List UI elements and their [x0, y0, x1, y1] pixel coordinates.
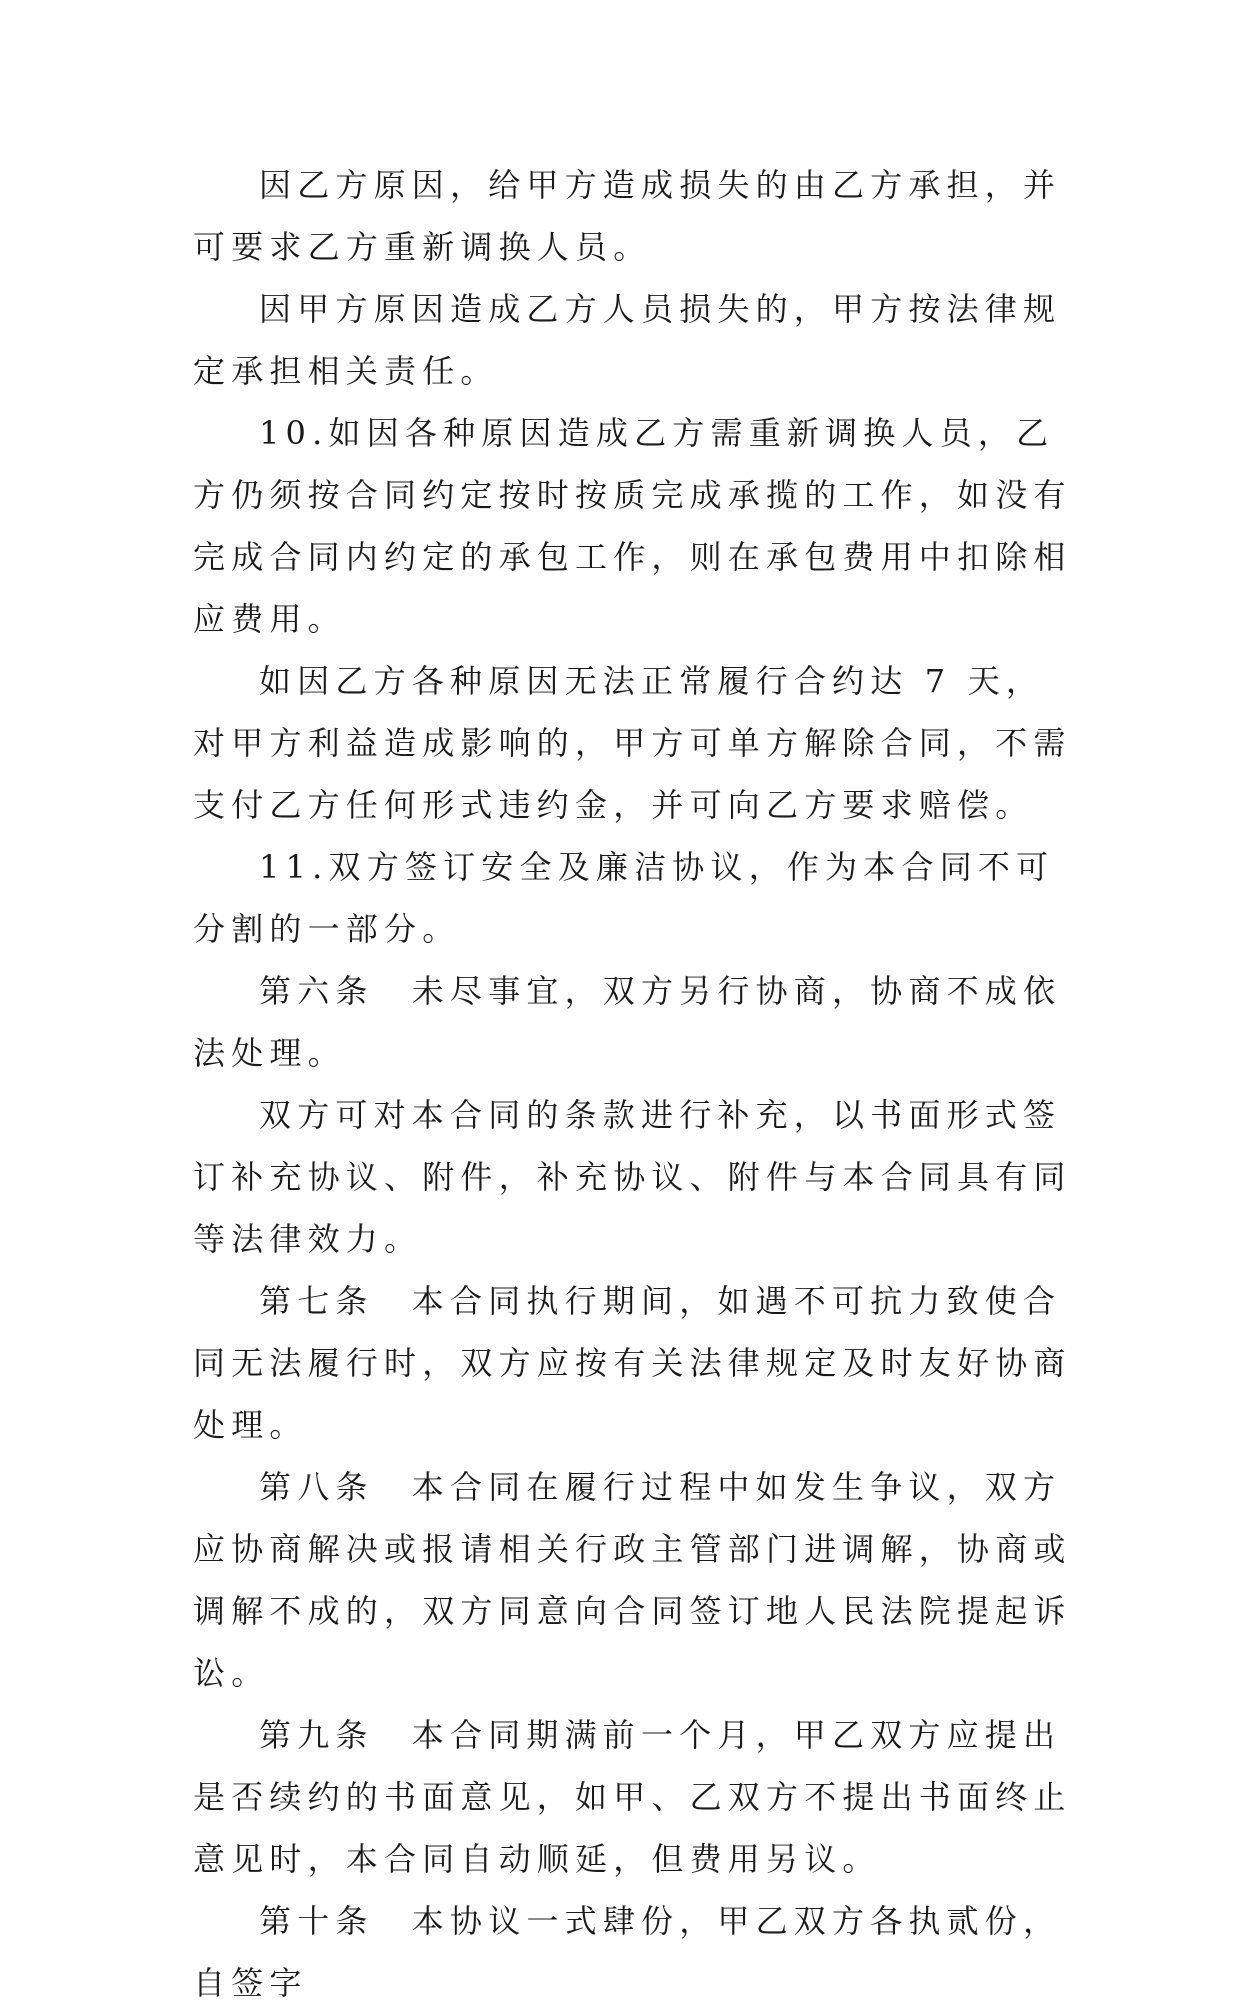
paragraph-termination-7-days: 如因乙方各种原因无法正常履行合约达 7 天，对甲方利益造成影响的，甲方可单方解除合同，不需支付乙方任何形式违约金，并可向乙方要求赔偿。: [193, 662, 1072, 824]
paragraph-supplement-agreement: 双方可对本合同的条款进行补充，以书面形式签订补充协议、附件，补充协议、附件与本合同具有同等法律效力。: [193, 1096, 1072, 1258]
paragraph-article-7: 第七条 本合同执行期间，如遇不可抗力致使合同无法履行时，双方应按有关法律规定及时友好协商处理。: [193, 1282, 1072, 1444]
contract-body: [193, 154, 1073, 2014]
paragraph-clause-11: 11.双方签订安全及廉洁协议，作为本合同不可分割的一部分。: [193, 848, 1055, 948]
paragraph-clause-10: 10.如因各种原因造成乙方需重新调换人员，乙方仍须按合同约定按时按质完成承揽的工作，如没有完成合同内约定的承包工作，则在承包费用中扣除相应费用。: [193, 414, 1072, 638]
paragraph-loss-by-party-a: 因甲方原因造成乙方人员损失的，甲方按法律规定承担相关责任。: [193, 290, 1062, 390]
paragraph-article-9: 第九条 本合同期满前一个月，甲乙双方应提出是否续约的书面意见，如甲、乙双方不提出书面终止意见时，本合同自动顺延，但费用另议。: [193, 1716, 1072, 1878]
paragraph-article-6: 第六条 未尽事宜，双方另行协商，协商不成依法处理。: [193, 972, 1062, 1072]
paragraph-article-10: 第十条 本协议一式肆份，甲乙双方各执贰份，自签字: [193, 1902, 1062, 2002]
paragraph-loss-by-party-b: 因乙方原因，给甲方造成损失的由乙方承担，并可要求乙方重新调换人员。: [193, 166, 1062, 266]
paragraph-article-8: 第八条 本合同在履行过程中如发生争议，双方应协商解决或报请相关行政主管部门进调解，协商或调解不成的，双方同意向合同签订地人民法院提起诉讼。: [193, 1468, 1072, 1692]
